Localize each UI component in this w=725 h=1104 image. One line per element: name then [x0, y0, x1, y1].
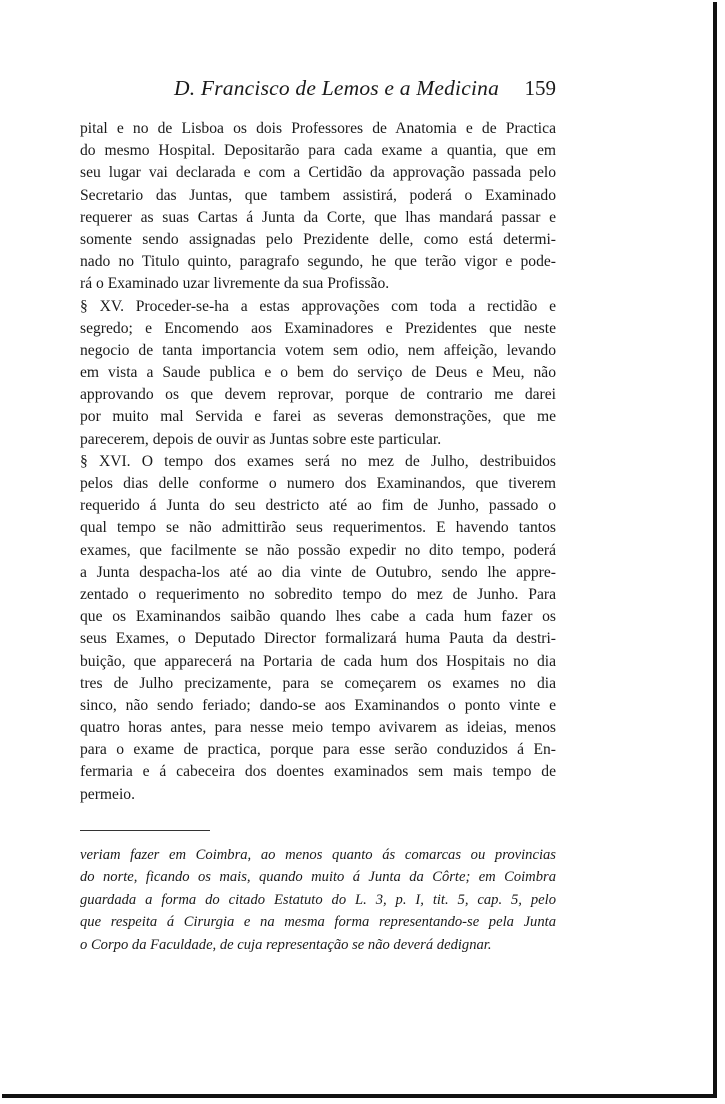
- body-line: fermaria e á cabeceira dos doentes examinados sem mais tempo de: [80, 763, 556, 781]
- body-line: que os Examinandos saibão quando lhes cabe a cada hum fazer os: [80, 608, 556, 626]
- body-line: nado no Titulo quinto, paragrafo segundo, he que terão vigor e pode-: [80, 253, 556, 271]
- body-line: negocio de tanta importancia votem sem odio, nem affeição, levando: [80, 341, 556, 359]
- body-line: somente sendo assignadas pelo Prezidente delle, como está determi-: [80, 230, 556, 248]
- footnote-divider: [80, 830, 210, 831]
- body-line: qual tempo se não admittirão seus requerimentos. E havendo tantos: [80, 519, 556, 537]
- body-line: a Junta despacha-los até ao dia vinte de Outubro, sendo lhe appre-: [80, 563, 556, 581]
- body-line: zentado o requerimento no sobredito tempo do mez de Junho. Para: [80, 585, 556, 603]
- section-xv-line: § XV. Proceder-se-ha a estas approvações com toda a rectidão e: [80, 297, 556, 315]
- body-line: seu lugar vai declarada e com a Certidão da approvação passada pelo: [80, 164, 556, 182]
- body-line: approvando os que devem reprovar, porque de contrario me darei: [80, 386, 556, 404]
- body-line: permeio.: [80, 785, 135, 803]
- footnotes: [80, 844, 556, 956]
- body-line: exames, que facilmente se não possão expedir no dito tempo, poderá: [80, 541, 556, 559]
- body-line: quatro horas antes, para nesse meio tempo avivarem as ideias, menos: [80, 719, 556, 737]
- body-line: em vista a Saude publica e o bem do serviço de Deus e Meu, não: [80, 364, 556, 382]
- body-line: do mesmo Hospital. Depositarão para cada exame a quantia, que em: [80, 142, 556, 160]
- running-title: D. Francisco de Lemos e a Medicina: [174, 76, 500, 100]
- body-line: parecerem, depois de ouvir as Juntas sobre este particular.: [80, 430, 442, 448]
- body-line: requerido á Junta do seu destricto até ao fim de Junho, passado o: [80, 497, 556, 515]
- body-line: rá o Examinado uzar livremente da sua Profissão.: [80, 275, 390, 293]
- body-line: seus Exames, o Deputado Director formalizará huma Pauta da destri-: [80, 630, 556, 648]
- body-text: [80, 118, 556, 806]
- body-line: segredo; e Encomendo aos Examinadores e Prezidentes que neste: [80, 319, 556, 337]
- footnote-line: veriam fazer em Coimbra, ao menos quanto ás comarcas ou provincias: [80, 847, 556, 863]
- footnote-line: o Corpo da Faculdade, de cuja representação se não deverá dedignar.: [80, 936, 492, 953]
- footnote-line: guardada a forma do citado Estatuto do L. 3, p. I, tit. 5, cap. 5, pelo: [80, 891, 556, 908]
- body-line: pital e no de Lisboa os dois Professores de Anatomia e de Practica: [80, 120, 556, 137]
- footnote-line: do norte, ficando os mais, quando muito á Junta da Côrte; em Coimbra: [80, 869, 556, 886]
- footnote-line: que respeita á Cirurgia e na mesma forma representando-se pela Junta: [80, 914, 556, 931]
- section-xvi-line: § XVI. O tempo dos exames será no mez de Julho, destribuidos: [80, 452, 556, 470]
- body-line: tres de Julho precizamente, para se começarem os exames no dia: [80, 674, 556, 692]
- body-line: pelos dias delle conforme o numero dos Examinandos, que tiverem: [80, 475, 556, 492]
- body-line: para o exame de practica, porque para esse serão conduzidos á En-: [80, 741, 556, 759]
- body-line: por muito mal Servida e farei as severas demonstrações, que me: [80, 408, 556, 426]
- page-header: [80, 76, 556, 106]
- body-line: requerer as suas Cartas á Junta da Corte, que lhas mandará passar e: [80, 208, 556, 226]
- body-line: Secretario das Juntas, que tambem assistirá, poderá o Examinado: [80, 186, 556, 204]
- body-line: sinco, não sendo feriado; dando-se aos Examinandos o ponto vinte e: [80, 696, 556, 714]
- body-line: buição, que apparecerá na Portaria de cada hum dos Hospitais no dia: [80, 652, 556, 670]
- page-number: 159: [524, 76, 556, 100]
